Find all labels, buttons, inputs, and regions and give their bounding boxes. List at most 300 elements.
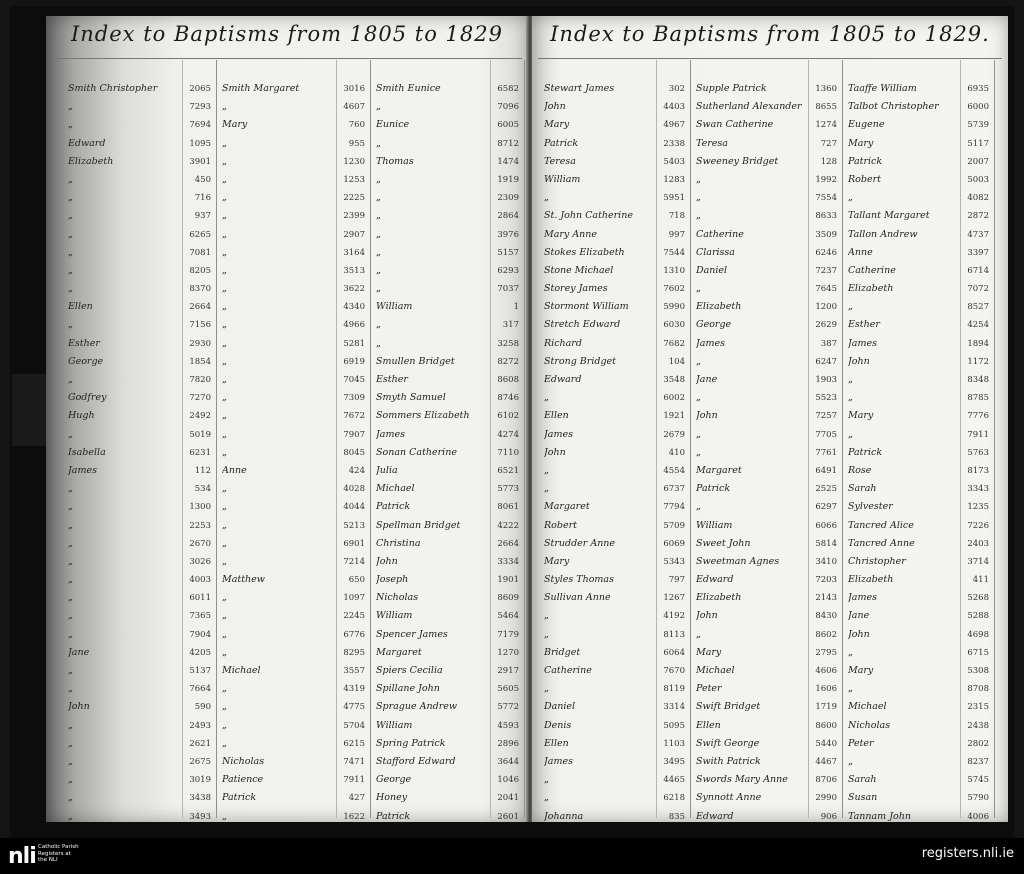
entry-number: 427: [348, 793, 365, 804]
index-entry: [68, 226, 214, 244]
index-entry: [376, 135, 522, 153]
entry-number: 6265: [189, 229, 211, 240]
entry-number: 7682: [663, 338, 685, 349]
index-entry: [696, 426, 840, 444]
index-entry: [696, 407, 840, 425]
entry-number: 104: [668, 356, 685, 367]
entry-name: William: [696, 519, 733, 531]
entry-name: „: [222, 810, 227, 822]
index-entry: [696, 717, 840, 735]
index-entry: [544, 517, 688, 535]
entry-name: Catherine: [696, 228, 744, 240]
index-entry: [68, 553, 214, 571]
entry-number: 7179: [497, 629, 519, 640]
entry-name: „: [222, 737, 227, 749]
index-entry: [848, 735, 992, 753]
index-entry: [222, 498, 368, 516]
entry-number: 8600: [815, 720, 837, 731]
entry-name: Spellman Bridget: [376, 519, 461, 531]
entry-name: „: [222, 337, 227, 349]
index-entry: [848, 407, 992, 425]
index-entry: [376, 316, 522, 334]
index-entry: [68, 498, 214, 516]
entry-name: Edward: [696, 810, 734, 822]
entry-number: 5814: [815, 538, 837, 549]
index-entry: [68, 389, 214, 407]
entry-number: 2629: [815, 320, 837, 331]
index-entry: [544, 153, 688, 171]
left-page: [46, 16, 528, 822]
index-entry: [68, 335, 214, 353]
index-entry: [848, 371, 992, 389]
entry-number: 2907: [343, 229, 365, 240]
index-entry: [696, 698, 840, 716]
entry-name: Smith Christopher: [68, 83, 158, 94]
index-entry: [68, 80, 214, 98]
index-entry: [222, 607, 368, 625]
index-entry: [696, 316, 840, 334]
entry-number: 7544: [663, 247, 685, 258]
entry-name: „: [222, 319, 227, 331]
entry-name: Clarissa: [696, 246, 735, 258]
entry-number: 590: [194, 702, 211, 713]
entry-name: Esther: [376, 374, 408, 385]
right-index-columns: [532, 60, 1008, 822]
index-entry: [848, 298, 992, 316]
entry-name: „: [68, 719, 73, 731]
entry-name: James: [848, 592, 877, 604]
entry-number: 8527: [967, 302, 989, 313]
entry-name: Bridget: [544, 646, 581, 658]
index-entry: [696, 753, 840, 771]
index-entry: [848, 171, 992, 189]
index-entry: [376, 753, 522, 771]
entry-number: 1235: [967, 502, 989, 513]
entry-name: Sutherland Alexander: [696, 101, 802, 113]
index-entry: [696, 535, 840, 553]
entry-name: „: [376, 228, 381, 240]
index-entry: [848, 353, 992, 371]
entry-number: 4775: [343, 702, 365, 713]
entry-name: „: [222, 173, 227, 185]
register-book: [10, 6, 1014, 838]
website-link[interactable]: registers.nli.ie: [921, 846, 1014, 861]
index-entry: [376, 589, 522, 607]
entry-name: „: [376, 337, 381, 349]
index-entry: [68, 353, 214, 371]
entry-name: Jane: [68, 646, 90, 658]
index-entry: [544, 316, 688, 334]
index-entry: [848, 316, 992, 334]
index-entry: [544, 626, 688, 644]
index-entry: [696, 789, 840, 807]
index-entry: [376, 571, 522, 589]
index-entry: [68, 698, 214, 716]
entry-number: 7203: [815, 575, 837, 586]
index-column: [222, 80, 368, 822]
entry-number: 3314: [663, 702, 685, 713]
entry-name: Supple Patrick: [696, 83, 767, 94]
entry-number: 6102: [497, 411, 519, 422]
entry-name: John: [696, 610, 718, 622]
entry-number: 534: [194, 484, 211, 495]
index-entry: [696, 571, 840, 589]
index-entry: [222, 735, 368, 753]
entry-name: Swords Mary Anne: [696, 774, 788, 786]
entry-number: 4044: [343, 502, 365, 513]
entry-number: 5095: [663, 720, 685, 731]
entry-number: 2399: [343, 211, 365, 222]
entry-number: 8348: [967, 375, 989, 385]
entry-name: Stone Michael: [544, 264, 614, 276]
entry-name: „: [376, 264, 381, 276]
index-entry: [222, 389, 368, 407]
index-entry: [222, 207, 368, 225]
entry-name: „: [68, 574, 73, 586]
entry-number: 5137: [189, 666, 211, 676]
index-entry: [222, 771, 368, 789]
entry-number: 1103: [663, 738, 685, 749]
entry-number: 2041: [497, 793, 519, 804]
index-entry: [696, 462, 840, 480]
entry-number: 3513: [343, 265, 365, 276]
entry-number: 6066: [815, 520, 837, 531]
index-entry: [544, 717, 688, 735]
index-entry: [696, 298, 840, 316]
index-entry: [68, 316, 214, 334]
index-entry: [544, 753, 688, 771]
entry-name: „: [68, 628, 73, 640]
entry-name: „: [696, 173, 701, 185]
entry-name: St. John Catherine: [544, 210, 633, 222]
entry-name: Elizabeth: [848, 574, 894, 586]
entry-name: George: [696, 319, 732, 331]
entry-name: „: [544, 392, 549, 404]
entry-name: „: [848, 192, 853, 204]
index-entry: [696, 589, 840, 607]
index-entry: [222, 80, 368, 98]
index-entry: [68, 753, 214, 771]
index-entry: [848, 153, 992, 171]
entry-name: „: [222, 592, 227, 604]
entry-number: 5745: [967, 775, 989, 786]
entry-name: „: [222, 155, 227, 167]
entry-name: „: [544, 610, 549, 622]
entry-number: 8609: [497, 593, 519, 604]
entry-number: 2225: [343, 193, 365, 204]
entry-number: 5268: [967, 593, 989, 604]
entry-number: 727: [820, 138, 837, 149]
entry-name: „: [222, 501, 227, 513]
entry-name: Smith Eunice: [376, 83, 441, 94]
entry-name: Tallon Andrew: [848, 228, 918, 240]
entry-name: James: [544, 755, 573, 767]
index-entry: [544, 444, 688, 462]
entry-number: 7045: [343, 375, 365, 385]
index-entry: [544, 553, 688, 571]
entry-number: 3644: [497, 756, 519, 767]
entry-name: Synnott Anne: [696, 792, 762, 804]
index-entry: [222, 426, 368, 444]
entry-number: 6005: [497, 120, 519, 131]
entry-name: „: [222, 628, 227, 640]
entry-name: Margaret: [376, 646, 422, 658]
entry-number: 7226: [967, 520, 989, 531]
index-entry: [848, 680, 992, 698]
entry-number: 997: [668, 229, 685, 240]
entry-name: Patrick: [376, 501, 411, 513]
entry-name: James: [68, 464, 97, 476]
entry-number: 3397: [967, 247, 989, 258]
index-entry: [376, 262, 522, 280]
entry-name: „: [376, 101, 381, 113]
index-entry: [68, 535, 214, 553]
entry-number: 4966: [343, 320, 365, 331]
index-entry: [544, 607, 688, 625]
entry-name: Elizabeth: [848, 283, 894, 295]
index-entry: [848, 553, 992, 571]
entry-number: 1854: [189, 356, 211, 367]
entry-number: 3258: [497, 338, 519, 349]
index-entry: [848, 280, 992, 298]
index-entry: [68, 626, 214, 644]
entry-number: 8295: [343, 647, 365, 658]
index-entry: [544, 644, 688, 662]
entry-number: 8746: [497, 393, 519, 404]
entry-number: 5605: [497, 684, 519, 695]
entry-number: 5739: [967, 120, 989, 131]
index-entry: [544, 535, 688, 553]
entry-number: 7820: [189, 375, 211, 385]
index-entry: [68, 407, 214, 425]
entry-name: Julia: [376, 464, 398, 476]
column-rule: [690, 60, 691, 818]
index-entry: [696, 116, 840, 134]
entry-number: 2679: [663, 429, 685, 440]
index-entry: [68, 371, 214, 389]
entry-name: Nicholas: [848, 719, 891, 731]
index-entry: [68, 116, 214, 134]
index-entry: [222, 444, 368, 462]
entry-name: Richard: [544, 337, 582, 349]
entry-name: Rose: [848, 464, 872, 476]
entry-name: Esther: [848, 319, 880, 331]
index-entry: [222, 808, 368, 823]
index-entry: [848, 571, 992, 589]
entry-name: „: [848, 755, 853, 767]
entry-number: 2675: [189, 756, 211, 767]
entry-name: „: [222, 410, 227, 422]
entry-number: 1894: [967, 338, 989, 349]
entry-number: 4593: [497, 720, 519, 731]
entry-name: Swith Patrick: [696, 755, 761, 767]
entry-name: Michael: [848, 701, 887, 713]
index-entry: [222, 262, 368, 280]
entry-number: 1274: [815, 120, 837, 131]
column-rule: [842, 60, 843, 818]
entry-number: 7694: [189, 120, 211, 131]
entry-name: „: [222, 301, 227, 313]
index-entry: [848, 662, 992, 680]
entry-number: 7794: [663, 502, 685, 513]
entry-name: „: [544, 464, 549, 476]
entry-name: Strudder Anne: [544, 537, 616, 549]
index-entry: [222, 480, 368, 498]
index-entry: [848, 517, 992, 535]
index-entry: [68, 171, 214, 189]
index-entry: [222, 189, 368, 207]
entry-number: 3164: [343, 247, 365, 258]
index-entry: [696, 207, 840, 225]
index-entry: [544, 789, 688, 807]
entry-number: 5523: [815, 393, 837, 404]
index-entry: [376, 207, 522, 225]
entry-number: 1360: [815, 84, 837, 94]
entry-name: Christopher: [848, 555, 906, 567]
entry-number: 2492: [189, 411, 211, 422]
entry-number: 1921: [663, 411, 685, 422]
index-entry: [696, 808, 840, 823]
entry-number: 6002: [663, 393, 685, 404]
entry-name: „: [222, 392, 227, 404]
entry-name: „: [544, 774, 549, 786]
entry-name: Peter: [848, 737, 874, 749]
index-entry: [848, 444, 992, 462]
entry-name: „: [222, 137, 227, 149]
right-page-title: Index to Baptisms from 1805 to 1829.: [550, 22, 990, 46]
entry-name: „: [848, 301, 853, 313]
entry-name: „: [544, 628, 549, 640]
entry-number: 6000: [967, 102, 989, 113]
entry-name: Patrick: [222, 792, 257, 804]
entry-name: „: [68, 810, 73, 822]
entry-number: 7270: [189, 393, 211, 404]
entry-name: Tannam John: [848, 810, 911, 822]
index-entry: [68, 298, 214, 316]
entry-name: „: [222, 246, 227, 258]
entry-name: „: [222, 355, 227, 367]
entry-number: 5003: [967, 174, 989, 185]
entry-name: „: [68, 374, 73, 385]
entry-name: „: [68, 537, 73, 549]
entry-number: 6069: [663, 538, 685, 549]
entry-number: 8119: [663, 684, 685, 695]
entry-number: 7904: [189, 629, 211, 640]
index-entry: [376, 498, 522, 516]
entry-name: Sarah: [848, 774, 877, 786]
entry-number: 1: [513, 302, 519, 313]
index-entry: [222, 280, 368, 298]
entry-name: Storey James: [544, 283, 608, 295]
entry-name: Eunice: [376, 119, 410, 131]
entry-name: Hugh: [68, 410, 95, 422]
entry-number: 5763: [967, 447, 989, 458]
entry-name: „: [68, 101, 73, 113]
entry-number: 2007: [967, 156, 989, 167]
entry-name: Sommers Elizabeth: [376, 410, 470, 422]
logo-caption-line: Catholic Parish: [38, 844, 79, 850]
entry-number: 5019: [189, 429, 211, 440]
index-entry: [376, 116, 522, 134]
entry-name: Mary: [222, 119, 248, 131]
entry-number: 5403: [663, 156, 685, 167]
entry-name: Sweeney Bridget: [696, 155, 779, 167]
entry-number: 8708: [967, 684, 989, 695]
entry-number: 650: [348, 575, 365, 586]
entry-name: „: [68, 319, 73, 331]
index-entry: [848, 426, 992, 444]
entry-number: 7257: [815, 411, 837, 422]
index-entry: [696, 353, 840, 371]
entry-number: 1253: [343, 174, 365, 185]
index-entry: [376, 607, 522, 625]
index-entry: [544, 135, 688, 153]
index-entry: [544, 207, 688, 225]
entry-name: William: [376, 610, 413, 622]
entry-name: „: [222, 701, 227, 713]
entry-number: 5281: [343, 338, 365, 349]
entry-name: Tancred Alice: [848, 519, 914, 531]
index-entry: [696, 480, 840, 498]
entry-number: 3901: [189, 156, 211, 167]
index-entry: [848, 717, 992, 735]
entry-number: 7602: [663, 284, 685, 295]
entry-number: 112: [194, 465, 211, 476]
entry-name: „: [68, 555, 73, 567]
index-entry: [848, 80, 992, 98]
entry-number: 2315: [967, 702, 989, 713]
index-entry: [68, 207, 214, 225]
entry-number: 2802: [967, 738, 989, 749]
index-entry: [68, 480, 214, 498]
entry-name: Patrick: [848, 155, 883, 167]
nli-logo-caption: [38, 844, 79, 864]
entry-name: Tallant Margaret: [848, 210, 930, 222]
entry-name: Talbot Christopher: [848, 101, 939, 113]
entry-name: „: [848, 646, 853, 658]
entry-name: „: [222, 483, 227, 495]
index-entry: [848, 98, 992, 116]
index-entry: [68, 262, 214, 280]
entry-name: Mary: [544, 119, 570, 131]
index-entry: [68, 771, 214, 789]
entry-name: „: [848, 683, 853, 695]
entry-number: 2930: [189, 338, 211, 349]
entry-name: Spillane John: [376, 683, 440, 695]
entry-name: James: [376, 428, 405, 440]
entry-name: Smullen Bridget: [376, 355, 455, 367]
index-entry: [68, 244, 214, 262]
left-page-title: Index to Baptisms from 1805 to 1829: [70, 22, 504, 46]
entry-number: 2864: [497, 211, 519, 222]
nli-logo[interactable]: nli: [8, 844, 36, 869]
entry-name: Sweetman Agnes: [696, 555, 780, 567]
entry-name: „: [696, 628, 701, 640]
entry-number: 8633: [815, 211, 837, 222]
index-entry: [544, 244, 688, 262]
index-entry: [696, 680, 840, 698]
index-entry: [376, 98, 522, 116]
entry-name: „: [696, 283, 701, 295]
entry-name: Swift George: [696, 737, 760, 749]
index-entry: [544, 662, 688, 680]
entry-number: 317: [502, 320, 519, 331]
entry-name: Isabella: [68, 446, 106, 458]
entry-name: Ellen: [696, 719, 721, 731]
entry-name: Michael: [696, 665, 735, 676]
index-entry: [544, 698, 688, 716]
index-column: [848, 80, 992, 822]
